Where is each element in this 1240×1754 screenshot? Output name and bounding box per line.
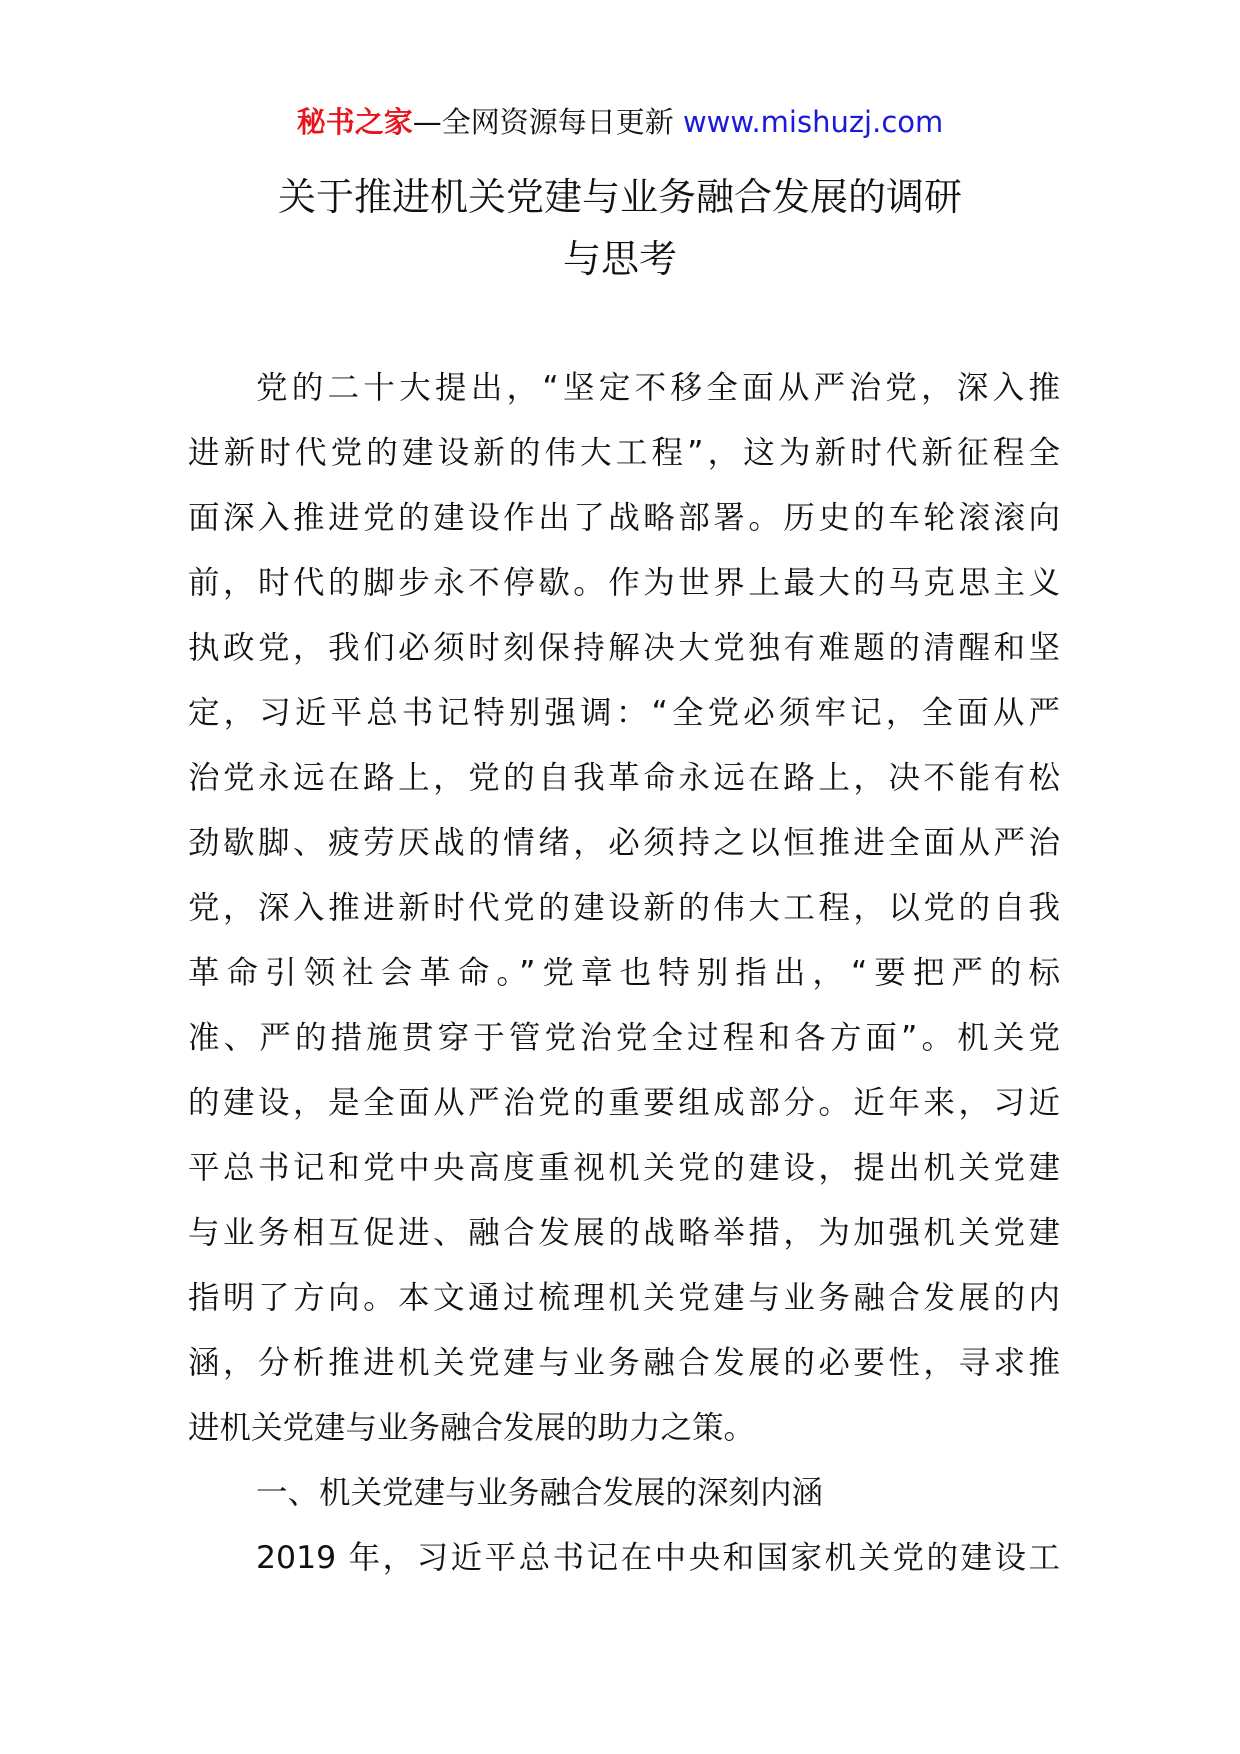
body-line: 党的二十大提出，“坚定不移全面从严治党，深入推 [256,370,1060,406]
title-line-2: 与思考 [562,237,677,281]
body-line: 治党永远在路上，党的自我革命永远在路上，决不能有松 [188,760,1060,796]
body-line: 进新时代党的建设新的伟大工程”，这为新时代新征程全 [188,435,1060,471]
body-line: 2019 年，习近平总书记在中央和国家机关党的建设工 [256,1540,1060,1576]
body-line: 与业务相互促进、融合发展的战略举措，为加强机关党建 [188,1215,1060,1251]
header-slogan: —全网资源每日更新 [412,105,674,139]
document-title [0,166,1240,290]
site-url-link[interactable]: www.mishuzj.com [682,105,944,139]
body-line: 的建设，是全面从严治党的重要组成部分。近年来，习近 [188,1085,1060,1121]
body-line: 涵，分析推进机关党建与业务融合发展的必要性，寻求推 [188,1345,1060,1381]
brand-name: 秘书之家 [296,105,413,139]
body-line: 劲歇脚、疲劳厌战的情绪，必须持之以恒推进全面从严治 [188,825,1060,861]
body-line: 准、严的措施贯穿于管党治党全过程和各方面”。机关党 [188,1020,1060,1056]
title-line-1: 关于推进机关党建与业务融合发展的调研 [277,175,962,219]
body-line: 平总书记和党中央高度重视机关党的建设，提出机关党建 [188,1150,1060,1186]
body-line: 执政党，我们必须时刻保持解决大党独有难题的清醒和坚 [188,630,1060,666]
site-header [0,100,1240,144]
section-heading: 一、机关党建与业务融合发展的深刻内涵 [256,1475,824,1511]
body-line: 革命引领社会革命。”党章也特别指出，“要把严的标 [188,955,1060,991]
body-line: 指明了方向。本文通过梳理机关党建与业务融合发展的内 [188,1280,1060,1316]
body-line: 前，时代的脚步永不停歇。作为世界上最大的马克思主义 [188,565,1060,601]
document-body [188,356,1060,1591]
body-line: 党，深入推进新时代党的建设新的伟大工程，以党的自我 [188,890,1060,926]
body-line: 定，习近平总书记特别强调：“全党必须牢记，全面从严 [188,695,1060,731]
body-line: 面深入推进党的建设作出了战略部署。历史的车轮滚滚向 [188,500,1060,536]
body-line: 进机关党建与业务融合发展的助力之策。 [188,1410,756,1446]
